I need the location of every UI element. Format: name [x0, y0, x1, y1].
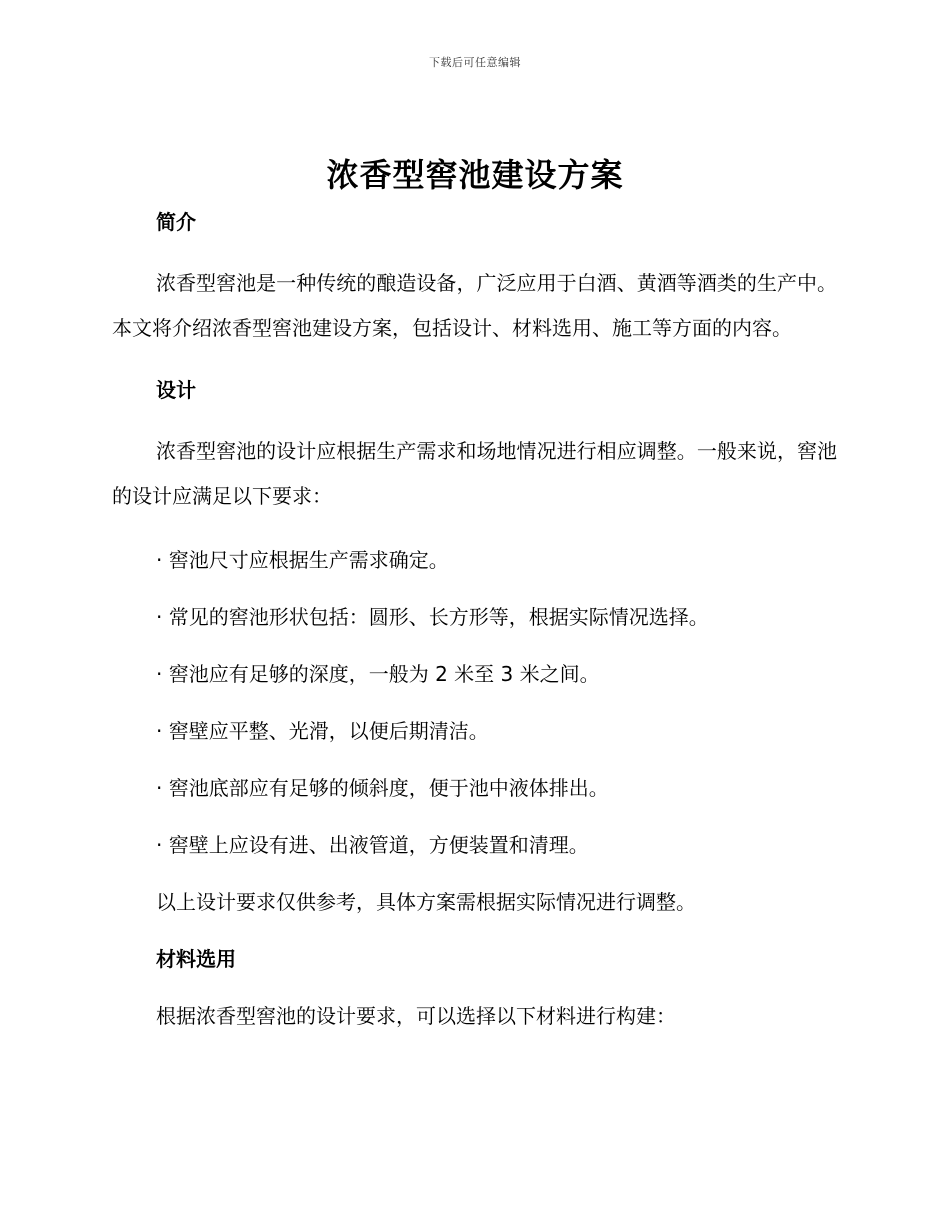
- design-bullet-1: · 窖池尺寸应根据生产需求确定。: [156, 548, 449, 572]
- document-body: [112, 205, 837, 1033]
- intro-paragraph: 浓香型窖池是一种传统的酿造设备，广泛应用于白酒、黄酒等酒类的生产中。本文将介绍浓香型窖池建设方案，包括设计、材料选用、施工等方面的内容。: [112, 271, 837, 340]
- section-heading-materials: 材料选用: [156, 947, 236, 971]
- document-title: 浓香型窖池建设方案: [326, 156, 624, 194]
- header-note: 下载后可任意编辑: [429, 56, 521, 69]
- design-closing: 以上设计要求仅供参考，具体方案需根据实际情况进行调整。: [156, 890, 696, 914]
- materials-paragraph: 根据浓香型窖池的设计要求，可以选择以下材料进行构建：: [156, 1004, 676, 1028]
- design-bullet-6: · 窖壁上应设有进、出液管道，方便装置和清理。: [156, 833, 589, 857]
- section-heading-design: 设计: [156, 378, 196, 402]
- section-heading-intro: 简介: [156, 210, 196, 234]
- design-paragraph: 浓香型窖池的设计应根据生产需求和场地情况进行相应调整。一般来说，窖池的设计应满足以下要求：: [112, 439, 837, 508]
- design-bullet-2: · 常见的窖池形状包括：圆形、长方形等，根据实际情况选择。: [156, 605, 709, 629]
- design-bullet-5: · 窖池底部应有足够的倾斜度，便于池中液体排出。: [156, 776, 609, 800]
- design-bullet-3: · 窖池应有足够的深度，一般为 2 米至 3 米之间。: [156, 662, 600, 686]
- design-bullet-4: · 窖壁应平整、光滑，以便后期清洁。: [156, 719, 489, 743]
